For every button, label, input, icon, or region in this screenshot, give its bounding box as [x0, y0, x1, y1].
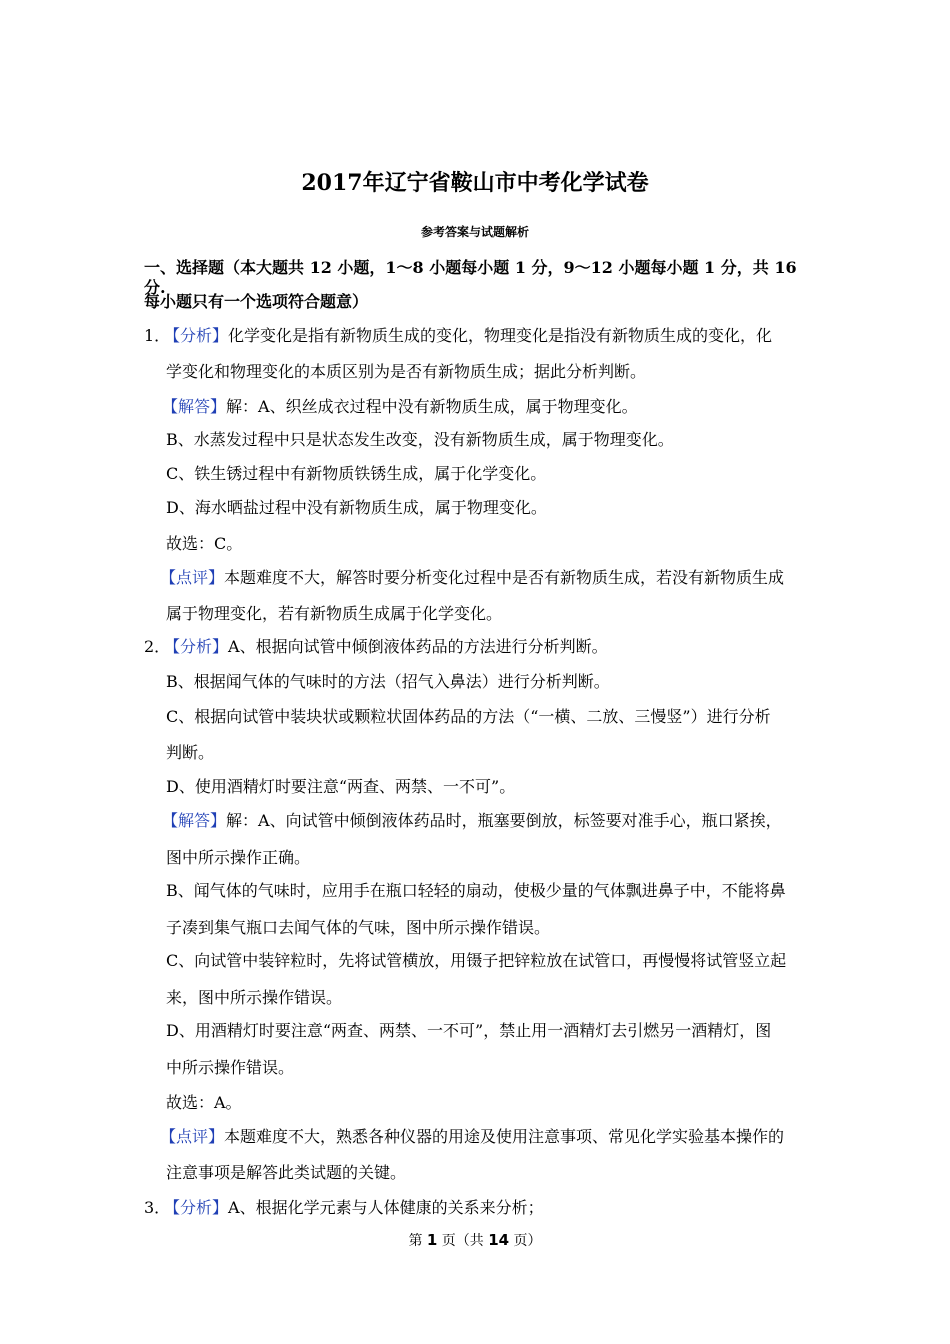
section-heading-line-1: 一、选择题（本大题共 12 小题，1～8 小题每小题 1 分，9～12 小题每小题 1 分，共 16 分.: [144, 258, 797, 297]
q2-answer-text-a: 解：A、向试管中倾倒液体药品时，瓶塞要倒放，标签要对准手心，瓶口紧挨，: [226, 811, 782, 830]
q1-comment-text-1: 本题难度不大，解答时要分析变化过程中是否有新物质生成，若没有新物质生成: [224, 568, 785, 587]
q2-answer-c-2: 来，图中所示操作错误。: [166, 988, 343, 1007]
footer-middle: 页（共: [437, 1233, 489, 1249]
total-page-count: 14: [488, 1231, 510, 1249]
document-title: 2017年辽宁省鞍山市中考化学试卷: [301, 170, 649, 196]
q2-answer-b-2: 子凑到集气瓶口去闻气体的气味，图中所示操作错误。: [166, 918, 551, 937]
q2-comment-text-1: 本题难度不大，熟悉各种仪器的用途及使用注意事项、常见化学实验基本操作的: [224, 1127, 785, 1146]
q2-analysis-line-a: [164, 637, 608, 657]
footer-suffix: 页）: [509, 1233, 542, 1249]
section-heading-line-2: 每小题只有一个选项符合题意）: [144, 292, 369, 311]
q1-comment-line-1: [160, 568, 784, 588]
q2-answer-line-a: [162, 811, 782, 831]
q1-answer-text: 解：A、织丝成衣过程中没有新物质生成，属于物理变化。: [226, 397, 638, 416]
q2-comment-line-1: [160, 1127, 784, 1147]
question-1-number: 1．: [144, 326, 171, 345]
answer-tag: 【解答】: [162, 811, 227, 830]
q2-answer-a-2: 图中所示操作正确。: [166, 848, 311, 867]
q3-analysis-line-a: [164, 1198, 544, 1218]
q2-analysis-b: B、根据闻气体的气味时的方法（招气入鼻法）进行分析判断。: [166, 672, 610, 691]
analysis-tag: 【分析】: [164, 1198, 229, 1217]
q2-analysis-c-2: 判断。: [166, 743, 215, 762]
q2-comment-line-2: 注意事项是解答此类试题的关键。: [166, 1163, 407, 1182]
q2-answer-b-1: B、闻气体的气味时，应用手在瓶口轻轻的扇动，使极少量的气体飘进鼻子中，不能将鼻: [166, 881, 786, 900]
q2-answer-c-1: C、向试管中装锌粒时，先将试管横放，用镊子把锌粒放在试管口，再慢慢将试管竖立起: [166, 951, 787, 970]
analysis-tag: 【分析】: [164, 326, 229, 345]
q3-analysis-text-a: A、根据化学元素与人体健康的关系来分析；: [228, 1198, 544, 1217]
answer-tag: 【解答】: [162, 397, 227, 416]
q1-answer-b: B、水蒸发过程中只是状态发生改变，没有新物质生成，属于物理变化。: [166, 430, 674, 449]
question-3-number: 3．: [144, 1198, 171, 1217]
q1-answer-line: [162, 397, 638, 417]
footer-prefix: 第: [408, 1233, 427, 1249]
comment-tag: 【点评】: [160, 568, 225, 587]
current-page-number: 1: [426, 1231, 438, 1249]
analysis-tag: 【分析】: [164, 637, 229, 656]
q2-analysis-d: D、使用酒精灯时要注意“两查、两禁、一不可”。: [166, 777, 516, 796]
document-subtitle: 参考答案与试题解析: [420, 225, 529, 239]
comment-tag: 【点评】: [160, 1127, 225, 1146]
q2-answer-d-2: 中所示操作错误。: [166, 1058, 295, 1077]
q1-answer-d: D、海水晒盐过程中没有新物质生成，属于物理变化。: [166, 498, 547, 517]
q1-analysis-text-1: 化学变化是指有新物质生成的变化，物理变化是指没有新物质生成的变化，化: [228, 326, 773, 345]
q2-answer-d-1: D、用酒精灯时要注意“两查、两禁、一不可”，禁止用一酒精灯去引燃另一酒精灯，图: [166, 1021, 772, 1040]
q1-analysis-line-1: [164, 326, 772, 346]
q1-comment-line-2: 属于物理变化，若有新物质生成属于化学变化。: [166, 604, 503, 623]
question-2-number: 2．: [144, 637, 171, 656]
q2-choice: 故选：A。: [166, 1093, 242, 1112]
q1-choice: 故选：C。: [166, 534, 243, 553]
q1-analysis-line-2: 学变化和物理变化的本质区别为是否有新物质生成；据此分析判断。: [166, 362, 647, 381]
q2-analysis-c-1: C、根据向试管中装块状或颗粒状固体药品的方法（“一横、二放、三慢竖”）进行分析: [166, 707, 771, 726]
q1-answer-c: C、铁生锈过程中有新物质铁锈生成，属于化学变化。: [166, 464, 547, 483]
page-footer: [0, 1230, 950, 1251]
q2-analysis-text-a: A、根据向试管中倾倒液体药品的方法进行分析判断。: [228, 637, 608, 656]
